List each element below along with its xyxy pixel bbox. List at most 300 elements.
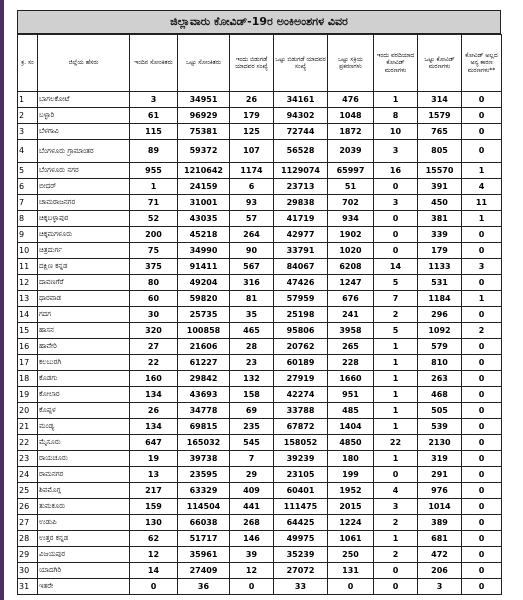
table-row <box>18 515 502 531</box>
cell-total-cases: 100858 <box>178 323 230 339</box>
cell-total-deaths: 505 <box>418 403 462 419</box>
cell-total-deaths: 765 <box>418 124 462 140</box>
cell-total-discharged: 34161 <box>274 92 328 108</box>
cell-total-cases: 25735 <box>178 307 230 323</box>
cell-total-cases: 114504 <box>178 499 230 515</box>
cell-today-cases: 19 <box>130 451 178 467</box>
cell-total-discharged: 158052 <box>274 435 328 451</box>
cell-today-cases: 130 <box>130 515 178 531</box>
cell-active-cases: 180 <box>328 451 374 467</box>
cell-total-deaths: 472 <box>418 547 462 563</box>
cell-today-deaths: 2 <box>374 515 418 531</box>
cell-total-discharged: 23105 <box>274 467 328 483</box>
cell-total-discharged: 57959 <box>274 291 328 307</box>
cell-today-discharged: 158 <box>230 387 274 403</box>
cell-today-cases: 13 <box>130 467 178 483</box>
cell-active-cases: 1872 <box>328 124 374 140</box>
cell-today-deaths: 22 <box>374 435 418 451</box>
cell-total-cases: 61227 <box>178 355 230 371</box>
header-today-deaths: ಇಂದು ವರದಿಯಾದ ಕೋವಿಡ್ ಮರಣಗಳು <box>374 35 418 92</box>
cell-total-discharged: 33788 <box>274 403 328 419</box>
cell-today-cases: 1 <box>130 179 178 195</box>
cell-total-cases: 1210642 <box>178 163 230 179</box>
cell-today-cases: 80 <box>130 275 178 291</box>
cell-today-discharged: 1174 <box>230 163 274 179</box>
cell-non-covid-deaths: 0 <box>462 307 502 323</box>
cell-today-cases: 71 <box>130 195 178 211</box>
table-row <box>18 419 502 435</box>
cell-non-covid-deaths: 0 <box>462 531 502 547</box>
cell-total-discharged: 23713 <box>274 179 328 195</box>
cell-active-cases: 2039 <box>328 140 374 163</box>
cell-today-deaths: 8 <box>374 108 418 124</box>
cell-total-discharged: 41719 <box>274 211 328 227</box>
cell-total-discharged: 25198 <box>274 307 328 323</box>
cell-sl: 25 <box>18 483 38 499</box>
cell-district: ಬೆಂಗಳೂರು ಗ್ರಾಮಾಂತರ <box>38 140 130 163</box>
cell-sl: 1 <box>18 92 38 108</box>
cell-total-discharged: 33791 <box>274 243 328 259</box>
cell-active-cases: 1048 <box>328 108 374 124</box>
cell-district: ಕಲಬುರಗಿ <box>38 355 130 371</box>
cell-total-deaths: 976 <box>418 483 462 499</box>
cell-total-cases: 21606 <box>178 339 230 355</box>
table-row <box>18 259 502 275</box>
cell-total-discharged: 33 <box>274 579 328 595</box>
table-row <box>18 371 502 387</box>
cell-total-deaths: 314 <box>418 92 462 108</box>
cell-non-covid-deaths: 0 <box>462 355 502 371</box>
cell-total-cases: 24159 <box>178 179 230 195</box>
cell-total-cases: 43693 <box>178 387 230 403</box>
cell-sl: 26 <box>18 499 38 515</box>
cell-sl: 24 <box>18 467 38 483</box>
cell-today-deaths: 1 <box>374 531 418 547</box>
header-sl: ಕ್ರ. ಸಂ <box>18 35 38 92</box>
cell-non-covid-deaths: 0 <box>462 563 502 579</box>
cell-today-deaths: 0 <box>374 579 418 595</box>
cell-total-deaths: 389 <box>418 515 462 531</box>
cell-today-deaths: 7 <box>374 291 418 307</box>
cell-active-cases: 199 <box>328 467 374 483</box>
cell-total-cases: 43035 <box>178 211 230 227</box>
cell-active-cases: 241 <box>328 307 374 323</box>
cell-total-deaths: 681 <box>418 531 462 547</box>
cell-today-deaths: 1 <box>374 451 418 467</box>
cell-non-covid-deaths: 1 <box>462 291 502 307</box>
table-row <box>18 563 502 579</box>
cell-today-discharged: 69 <box>230 403 274 419</box>
table-row <box>18 179 502 195</box>
cell-today-deaths: 0 <box>374 467 418 483</box>
cell-today-cases: 14 <box>130 563 178 579</box>
cell-today-discharged: 107 <box>230 140 274 163</box>
cell-non-covid-deaths: 11 <box>462 195 502 211</box>
cell-sl: 15 <box>18 323 38 339</box>
cell-sl: 19 <box>18 387 38 403</box>
header-today-cases: ಇಂದಿನ ಸೋಂಕಿತರು <box>130 35 178 92</box>
cell-total-discharged: 95806 <box>274 323 328 339</box>
cell-district: ವಿಜಯಪುರ <box>38 547 130 563</box>
cell-total-discharged: 56528 <box>274 140 328 163</box>
cell-today-cases: 27 <box>130 339 178 355</box>
cell-district: ರಾಮನಗರ <box>38 467 130 483</box>
table-row <box>18 339 502 355</box>
cell-active-cases: 934 <box>328 211 374 227</box>
cell-today-cases: 30 <box>130 307 178 323</box>
cell-sl: 2 <box>18 108 38 124</box>
cell-total-deaths: 3 <box>418 579 462 595</box>
cell-district: ಬೆಂಗಳೂರು ನಗರ <box>38 163 130 179</box>
cell-total-deaths: 450 <box>418 195 462 211</box>
cell-non-covid-deaths: 0 <box>462 227 502 243</box>
cell-district: ಚಾಮರಾಜನಗರ <box>38 195 130 211</box>
cell-total-cases: 91411 <box>178 259 230 275</box>
cell-active-cases: 1404 <box>328 419 374 435</box>
cell-total-cases: 23595 <box>178 467 230 483</box>
cell-total-deaths: 1014 <box>418 499 462 515</box>
header-total-discharged: ಒಟ್ಟು ಬಿಡುಗಡೆ ಯಾದವರ ಸಂಖ್ಯೆ <box>274 35 328 92</box>
cell-district: ಬೀದರ್ <box>38 179 130 195</box>
cell-sl: 10 <box>18 243 38 259</box>
cell-today-deaths: 1 <box>374 355 418 371</box>
cell-total-deaths: 15570 <box>418 163 462 179</box>
cell-active-cases: 4850 <box>328 435 374 451</box>
cell-total-discharged: 39239 <box>274 451 328 467</box>
cell-today-deaths: 16 <box>374 163 418 179</box>
cell-active-cases: 1247 <box>328 275 374 291</box>
cell-district: ದಾವಣಗೆರೆ <box>38 275 130 291</box>
cell-today-discharged: 545 <box>230 435 274 451</box>
cell-total-discharged: 20762 <box>274 339 328 355</box>
cell-today-deaths: 1 <box>374 403 418 419</box>
cell-today-discharged: 264 <box>230 227 274 243</box>
cell-total-cases: 63329 <box>178 483 230 499</box>
cell-non-covid-deaths: 0 <box>462 403 502 419</box>
cell-today-discharged: 26 <box>230 92 274 108</box>
cell-sl: 23 <box>18 451 38 467</box>
cell-total-deaths: 391 <box>418 179 462 195</box>
cell-today-deaths: 1 <box>374 92 418 108</box>
cell-non-covid-deaths: 0 <box>462 275 502 291</box>
cell-total-deaths: 291 <box>418 467 462 483</box>
cell-today-cases: 159 <box>130 499 178 515</box>
table-row <box>18 323 502 339</box>
cell-non-covid-deaths: 0 <box>462 124 502 140</box>
cell-total-cases: 35961 <box>178 547 230 563</box>
cell-active-cases: 476 <box>328 92 374 108</box>
table-row <box>18 227 502 243</box>
cell-non-covid-deaths: 0 <box>462 483 502 499</box>
cell-today-discharged: 35 <box>230 307 274 323</box>
cell-today-deaths: 1 <box>374 419 418 435</box>
cell-today-deaths: 1 <box>374 387 418 403</box>
cell-today-cases: 89 <box>130 140 178 163</box>
cell-district: ಧಾರವಾಡ <box>38 291 130 307</box>
cell-district: ಬಾಗಲಕೋಟೆ <box>38 92 130 108</box>
cell-non-covid-deaths: 3 <box>462 259 502 275</box>
cell-today-deaths: 0 <box>374 227 418 243</box>
cell-today-cases: 647 <box>130 435 178 451</box>
cell-sl: 7 <box>18 195 38 211</box>
cell-district: ದಕ್ಷಿಣ ಕನ್ನಡ <box>38 259 130 275</box>
cell-non-covid-deaths: 4 <box>462 179 502 195</box>
cell-total-deaths: 179 <box>418 243 462 259</box>
cell-active-cases: 951 <box>328 387 374 403</box>
cell-total-deaths: 539 <box>418 419 462 435</box>
table-row <box>18 108 502 124</box>
cell-non-covid-deaths: 0 <box>462 140 502 163</box>
cell-today-deaths: 5 <box>374 275 418 291</box>
cell-active-cases: 676 <box>328 291 374 307</box>
cell-total-deaths: 319 <box>418 451 462 467</box>
cell-district: ಬಳ್ಳಾರಿ <box>38 108 130 124</box>
cell-district: ಶಿವಮೊಗ್ಗ <box>38 483 130 499</box>
cell-sl: 20 <box>18 403 38 419</box>
cell-total-deaths: 2130 <box>418 435 462 451</box>
table-row <box>18 195 502 211</box>
cell-district: ಚಿಕ್ಕಮಗಳೂರು <box>38 227 130 243</box>
cell-today-cases: 0 <box>130 579 178 595</box>
cell-today-deaths: 4 <box>374 483 418 499</box>
cell-total-cases: 49204 <box>178 275 230 291</box>
cell-non-covid-deaths: 0 <box>462 499 502 515</box>
cell-non-covid-deaths: 0 <box>462 451 502 467</box>
district-stats-table <box>17 34 502 595</box>
cell-today-discharged: 465 <box>230 323 274 339</box>
cell-total-cases: 34990 <box>178 243 230 259</box>
cell-today-discharged: 0 <box>230 579 274 595</box>
cell-sl: 3 <box>18 124 38 140</box>
table-row <box>18 435 502 451</box>
cell-total-cases: 51717 <box>178 531 230 547</box>
cell-today-cases: 115 <box>130 124 178 140</box>
cell-total-discharged: 111475 <box>274 499 328 515</box>
cell-active-cases: 65997 <box>328 163 374 179</box>
cell-total-deaths: 339 <box>418 227 462 243</box>
header-total-deaths: ಒಟ್ಟು ಕೋವಿಡ್ ಮರಣಗಳು <box>418 35 462 92</box>
cell-today-discharged: 90 <box>230 243 274 259</box>
cell-active-cases: 1660 <box>328 371 374 387</box>
cell-total-discharged: 72744 <box>274 124 328 140</box>
header-district: ಜಿಲ್ಲೆಯ ಹೆಸರು <box>38 35 130 92</box>
cell-today-discharged: 29 <box>230 467 274 483</box>
cell-today-cases: 955 <box>130 163 178 179</box>
cell-today-discharged: 7 <box>230 451 274 467</box>
cell-today-cases: 200 <box>130 227 178 243</box>
table-row <box>18 140 502 163</box>
cell-non-covid-deaths: 0 <box>462 467 502 483</box>
cell-today-discharged: 23 <box>230 355 274 371</box>
cell-sl: 14 <box>18 307 38 323</box>
cell-sl: 31 <box>18 579 38 595</box>
cell-today-deaths: 10 <box>374 124 418 140</box>
cell-sl: 9 <box>18 227 38 243</box>
cell-today-cases: 375 <box>130 259 178 275</box>
cell-active-cases: 485 <box>328 403 374 419</box>
cell-total-cases: 165032 <box>178 435 230 451</box>
cell-total-cases: 39738 <box>178 451 230 467</box>
cell-non-covid-deaths: 2 <box>462 323 502 339</box>
header-today-discharged: ಇಂದು ಬಿಡುಗಡೆ ಯಾದವರ ಸಂಖ್ಯೆ <box>230 35 274 92</box>
cell-sl: 5 <box>18 163 38 179</box>
cell-district: ಕೊಪ್ಪಳ <box>38 403 130 419</box>
cell-active-cases: 1952 <box>328 483 374 499</box>
cell-today-discharged: 179 <box>230 108 274 124</box>
cell-today-cases: 75 <box>130 243 178 259</box>
cell-non-covid-deaths: 0 <box>462 387 502 403</box>
cell-today-cases: 3 <box>130 92 178 108</box>
cell-today-cases: 61 <box>130 108 178 124</box>
cell-today-cases: 60 <box>130 291 178 307</box>
cell-today-cases: 22 <box>130 355 178 371</box>
cell-total-cases: 31001 <box>178 195 230 211</box>
cell-non-covid-deaths: 1 <box>462 163 502 179</box>
cell-sl: 11 <box>18 259 38 275</box>
table-row <box>18 243 502 259</box>
cell-total-cases: 34778 <box>178 403 230 419</box>
cell-sl: 16 <box>18 339 38 355</box>
cell-total-discharged: 94302 <box>274 108 328 124</box>
cell-today-deaths: 2 <box>374 307 418 323</box>
cell-today-deaths: 2 <box>374 547 418 563</box>
cell-today-discharged: 12 <box>230 563 274 579</box>
cell-total-cases: 96929 <box>178 108 230 124</box>
cell-today-deaths: 1 <box>374 339 418 355</box>
cell-today-deaths: 0 <box>374 179 418 195</box>
table-row <box>18 275 502 291</box>
cell-sl: 13 <box>18 291 38 307</box>
cell-district: ಯಾದಗಿರಿ <box>38 563 130 579</box>
cell-sl: 21 <box>18 419 38 435</box>
cell-sl: 18 <box>18 371 38 387</box>
cell-today-cases: 320 <box>130 323 178 339</box>
cell-sl: 28 <box>18 531 38 547</box>
cell-total-discharged: 47426 <box>274 275 328 291</box>
cell-total-cases: 75381 <box>178 124 230 140</box>
cell-sl: 8 <box>18 211 38 227</box>
cell-total-deaths: 263 <box>418 371 462 387</box>
cell-today-deaths: 14 <box>374 259 418 275</box>
cell-total-cases: 69815 <box>178 419 230 435</box>
cell-non-covid-deaths: 0 <box>462 243 502 259</box>
cell-non-covid-deaths: 0 <box>462 419 502 435</box>
cell-district: ರಾಯಚೂರು <box>38 451 130 467</box>
cell-today-deaths: 0 <box>374 211 418 227</box>
cell-sl: 12 <box>18 275 38 291</box>
cell-today-deaths: 3 <box>374 499 418 515</box>
cell-today-discharged: 28 <box>230 339 274 355</box>
cell-today-cases: 12 <box>130 547 178 563</box>
cell-district: ಚಿತ್ರದುರ್ಗ <box>38 243 130 259</box>
cell-total-cases: 45218 <box>178 227 230 243</box>
cell-total-cases: 36 <box>178 579 230 595</box>
cell-active-cases: 228 <box>328 355 374 371</box>
table-row <box>18 291 502 307</box>
cell-total-discharged: 49975 <box>274 531 328 547</box>
cell-today-discharged: 6 <box>230 179 274 195</box>
header-total-cases: ಒಟ್ಟು ಸೋಂಕಿತರು <box>178 35 230 92</box>
cell-today-cases: 62 <box>130 531 178 547</box>
table-row <box>18 579 502 595</box>
cell-total-deaths: 579 <box>418 339 462 355</box>
cell-non-covid-deaths: 0 <box>462 515 502 531</box>
cell-total-discharged: 67872 <box>274 419 328 435</box>
cell-today-discharged: 268 <box>230 515 274 531</box>
cell-active-cases: 0 <box>328 579 374 595</box>
table-row <box>18 163 502 179</box>
table-title: ಜಿಲ್ಲಾವಾರು ಕೋವಿಡ್-19ರ ಅಂಕಿಅಂಶಗಳ ವಿವರ <box>17 10 501 34</box>
cell-active-cases: 51 <box>328 179 374 195</box>
cell-today-discharged: 235 <box>230 419 274 435</box>
cell-non-covid-deaths: 0 <box>462 579 502 595</box>
cell-district: ಗದಗ <box>38 307 130 323</box>
table-row <box>18 451 502 467</box>
cell-total-deaths: 805 <box>418 140 462 163</box>
cell-active-cases: 250 <box>328 547 374 563</box>
cell-total-cases: 59820 <box>178 291 230 307</box>
cell-non-covid-deaths: 0 <box>462 371 502 387</box>
cell-district: ಮೈಸೂರು <box>38 435 130 451</box>
cell-district: ಕೋಲಾರ <box>38 387 130 403</box>
cell-today-cases: 52 <box>130 211 178 227</box>
table-row <box>18 211 502 227</box>
table-row <box>18 467 502 483</box>
cell-non-covid-deaths: 0 <box>462 92 502 108</box>
cell-active-cases: 702 <box>328 195 374 211</box>
cell-total-deaths: 296 <box>418 307 462 323</box>
cell-district: ಚಿಕ್ಕಬಳ್ಳಾಪುರ <box>38 211 130 227</box>
cell-total-cases: 34951 <box>178 92 230 108</box>
cell-today-cases: 26 <box>130 403 178 419</box>
cell-total-deaths: 531 <box>418 275 462 291</box>
table-row <box>18 387 502 403</box>
cell-total-discharged: 64425 <box>274 515 328 531</box>
table-row <box>18 124 502 140</box>
cell-sl: 27 <box>18 515 38 531</box>
cell-active-cases: 2015 <box>328 499 374 515</box>
cell-today-discharged: 57 <box>230 211 274 227</box>
cell-today-discharged: 441 <box>230 499 274 515</box>
cell-non-covid-deaths: 0 <box>462 108 502 124</box>
cell-district: ಉತ್ತರ ಕನ್ನಡ <box>38 531 130 547</box>
cell-active-cases: 265 <box>328 339 374 355</box>
table-row <box>18 531 502 547</box>
cell-district: ಹಾವೇರಿ <box>38 339 130 355</box>
cell-total-discharged: 1129074 <box>274 163 328 179</box>
cell-today-discharged: 146 <box>230 531 274 547</box>
cell-today-deaths: 0 <box>374 243 418 259</box>
cell-sl: 30 <box>18 563 38 579</box>
header-row <box>18 35 502 92</box>
cell-total-deaths: 1092 <box>418 323 462 339</box>
header-non-covid-deaths: ಕೋವಿಡ್ ಅಲ್ಲದ ಅನ್ಯ ಕಾರಣ ಮರಣಗಳು** <box>462 35 502 92</box>
table-row <box>18 499 502 515</box>
cell-today-deaths: 1 <box>374 371 418 387</box>
cell-district: ಕೊಡಗು <box>38 371 130 387</box>
table-row <box>18 307 502 323</box>
cell-total-deaths: 381 <box>418 211 462 227</box>
cell-sl: 4 <box>18 140 38 163</box>
cell-total-cases: 29842 <box>178 371 230 387</box>
cell-total-deaths: 810 <box>418 355 462 371</box>
table-row <box>18 403 502 419</box>
cell-district: ಇತರೇ <box>38 579 130 595</box>
cell-total-deaths: 1184 <box>418 291 462 307</box>
cell-today-discharged: 409 <box>230 483 274 499</box>
cell-district: ತುಮಕೂರು <box>38 499 130 515</box>
cell-today-discharged: 567 <box>230 259 274 275</box>
